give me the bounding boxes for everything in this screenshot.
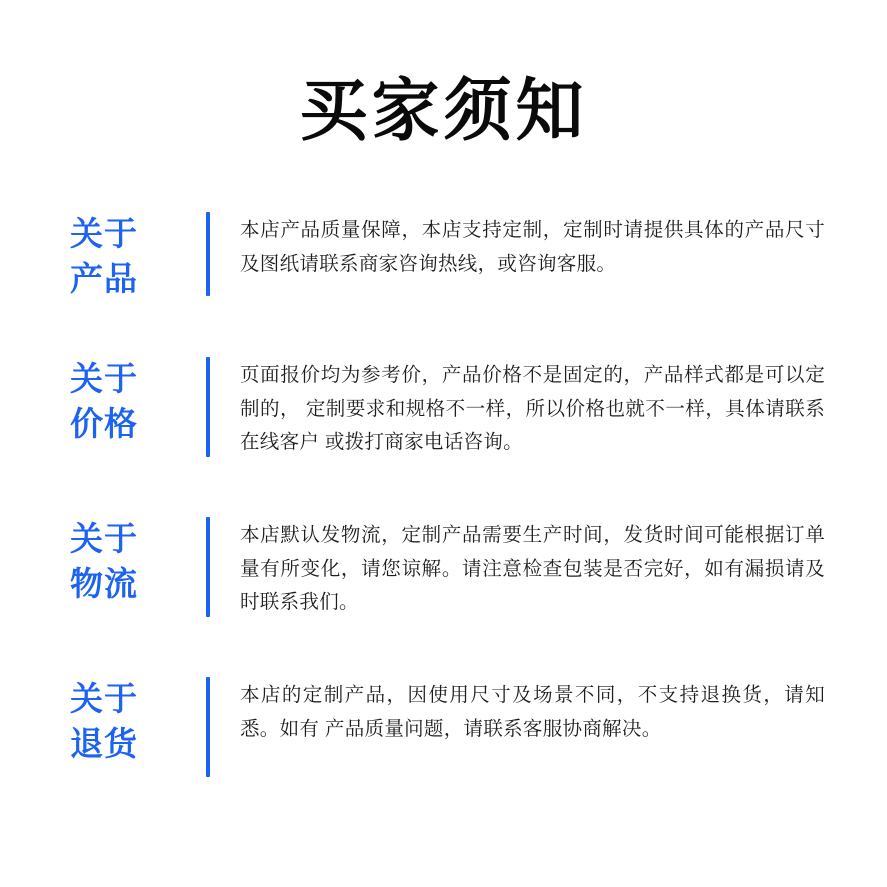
section-label-returns bbox=[70, 673, 188, 766]
notice-section-product bbox=[70, 208, 825, 301]
section-divider bbox=[206, 677, 210, 777]
section-label-price bbox=[70, 353, 188, 446]
page-title: 买家须知 bbox=[299, 73, 588, 149]
section-label-line1: 关于 bbox=[70, 215, 138, 253]
section-body-product: 本店产品质量保障，本店支持定制，定制时请提供具体的产品尺寸及图纸请联系商家咨询热线，或咨询客服。 bbox=[240, 219, 825, 275]
section-label-line1: 关于 bbox=[70, 360, 138, 398]
section-label-line2: 退货 bbox=[70, 724, 138, 762]
section-body-returns: 本店的定制产品，因使用尺寸及场景不同，不支持退换货，请知悉。如有 产品质量问题，请联系客服协商解决。 bbox=[240, 684, 825, 740]
section-label-line1: 关于 bbox=[70, 520, 138, 558]
section-body-logistics: 本店默认发物流，定制产品需要生产时间，发货时间可能根据订单量有所变化，请您谅解。请注意检查包装是否完好，如有漏损请及时联系我们。 bbox=[240, 524, 825, 614]
section-label-line2: 价格 bbox=[70, 404, 138, 442]
section-label-product bbox=[70, 208, 188, 301]
notice-sections bbox=[0, 208, 887, 781]
section-label-line1: 关于 bbox=[70, 680, 138, 718]
notice-section-logistics bbox=[70, 513, 825, 621]
notice-section-price bbox=[70, 353, 825, 461]
section-label-line2: 物流 bbox=[70, 564, 138, 602]
section-divider bbox=[206, 357, 210, 457]
section-label-logistics bbox=[70, 513, 188, 606]
section-body-price: 页面报价均为参考价，产品价格不是固定的，产品样式都是可以定制的， 定制要求和规格不一样，所以价格也就不一样，具体请联系在线客户 或拨打商家电话咨询。 bbox=[240, 364, 825, 454]
section-divider bbox=[206, 517, 210, 617]
notice-section-returns bbox=[70, 673, 825, 781]
section-label-line2: 产品 bbox=[70, 259, 138, 297]
section-divider bbox=[206, 212, 210, 296]
